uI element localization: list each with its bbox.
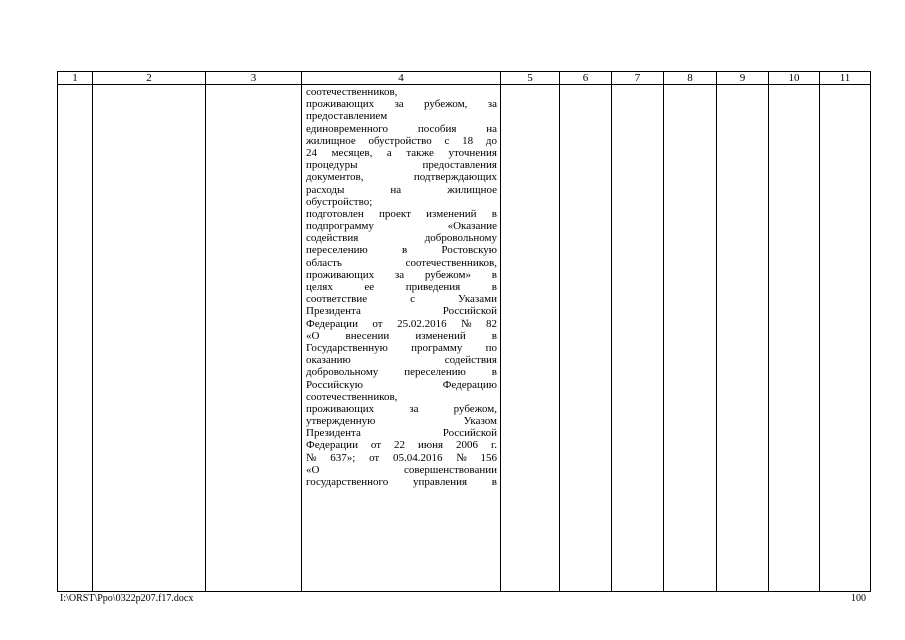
text-line: проживающих за рубежом, bbox=[306, 402, 497, 415]
column-header: 10 bbox=[769, 72, 820, 85]
column-header: 2 bbox=[93, 72, 206, 85]
text-line: добровольному переселению в bbox=[306, 366, 497, 379]
text-line: предоставлением bbox=[306, 110, 388, 123]
text-line: подпрограмму «Оказание bbox=[306, 220, 497, 233]
text-line: соответствие с Указами bbox=[306, 293, 497, 306]
text-line: область соотечественников, bbox=[306, 256, 497, 269]
table-cell bbox=[206, 85, 302, 592]
text-line: «О совершенствовании bbox=[306, 463, 497, 476]
table-cell bbox=[612, 85, 664, 592]
column-header: 4 bbox=[302, 72, 501, 85]
text-line: содействия добровольному bbox=[306, 232, 497, 245]
text-line: Президента Российской bbox=[306, 305, 497, 318]
text-line: единовременного пособия на bbox=[306, 122, 497, 135]
table-cell bbox=[560, 85, 612, 592]
table-cell bbox=[717, 85, 769, 592]
text-line: Федерации от 22 июня 2006 г. bbox=[306, 439, 497, 452]
text-line: проживающих за рубежом» в bbox=[306, 268, 497, 281]
column-header: 7 bbox=[612, 72, 664, 85]
table-cell bbox=[93, 85, 206, 592]
table-cell-description bbox=[302, 85, 501, 592]
text-line: «О внесении изменений в bbox=[306, 329, 497, 342]
text-line: целях ее приведения в bbox=[306, 281, 497, 293]
column-header: 9 bbox=[717, 72, 769, 85]
text-line: Государственную программу по bbox=[306, 341, 497, 354]
text-line: Президента Российской bbox=[306, 427, 497, 440]
column-header: 11 bbox=[820, 72, 871, 85]
text-line: подготовлен проект изменений в bbox=[306, 207, 497, 220]
text-line: № 637»; от 05.04.2016 № 156 bbox=[306, 451, 497, 464]
text-line: документов, подтверждающих bbox=[306, 171, 497, 184]
table-cell bbox=[769, 85, 820, 592]
text-line: соотечественников, bbox=[306, 390, 398, 403]
footer-file-path: I:\ORST\Ppo\0322p207.f17.docx bbox=[60, 593, 194, 604]
column-header: 1 bbox=[58, 72, 93, 85]
table-row bbox=[58, 85, 871, 592]
text-line: Российскую Федерацию bbox=[306, 378, 497, 391]
table-cell bbox=[820, 85, 871, 592]
text-line: соотечественников, bbox=[306, 86, 398, 98]
table-cell bbox=[664, 85, 717, 592]
text-line: обустройство; bbox=[306, 195, 373, 208]
text-line: 24 месяцев, а также уточнения bbox=[306, 146, 497, 159]
column-header: 8 bbox=[664, 72, 717, 85]
text-line: утвержденную Указом bbox=[306, 415, 497, 428]
data-table bbox=[57, 71, 871, 592]
page-number: 100 bbox=[851, 593, 866, 604]
text-line: переселению в Ростовскую bbox=[306, 244, 497, 257]
column-header: 5 bbox=[501, 72, 560, 85]
text-line: оказанию содействия bbox=[306, 354, 497, 367]
text-line: жилищное обустройство с 18 до bbox=[306, 134, 497, 147]
text-line: Федерации от 25.02.2016 № 82 bbox=[306, 317, 497, 330]
table-cell bbox=[501, 85, 560, 592]
text-line: процедуры предоставления bbox=[306, 159, 497, 172]
table-header-row bbox=[58, 72, 871, 85]
column-header: 3 bbox=[206, 72, 302, 85]
text-line: государственного управления в bbox=[306, 476, 497, 488]
text-line: расходы на жилищное bbox=[306, 183, 497, 196]
column-header: 6 bbox=[560, 72, 612, 85]
table-cell bbox=[58, 85, 93, 592]
text-line: проживающих за рубежом, за bbox=[306, 98, 497, 111]
